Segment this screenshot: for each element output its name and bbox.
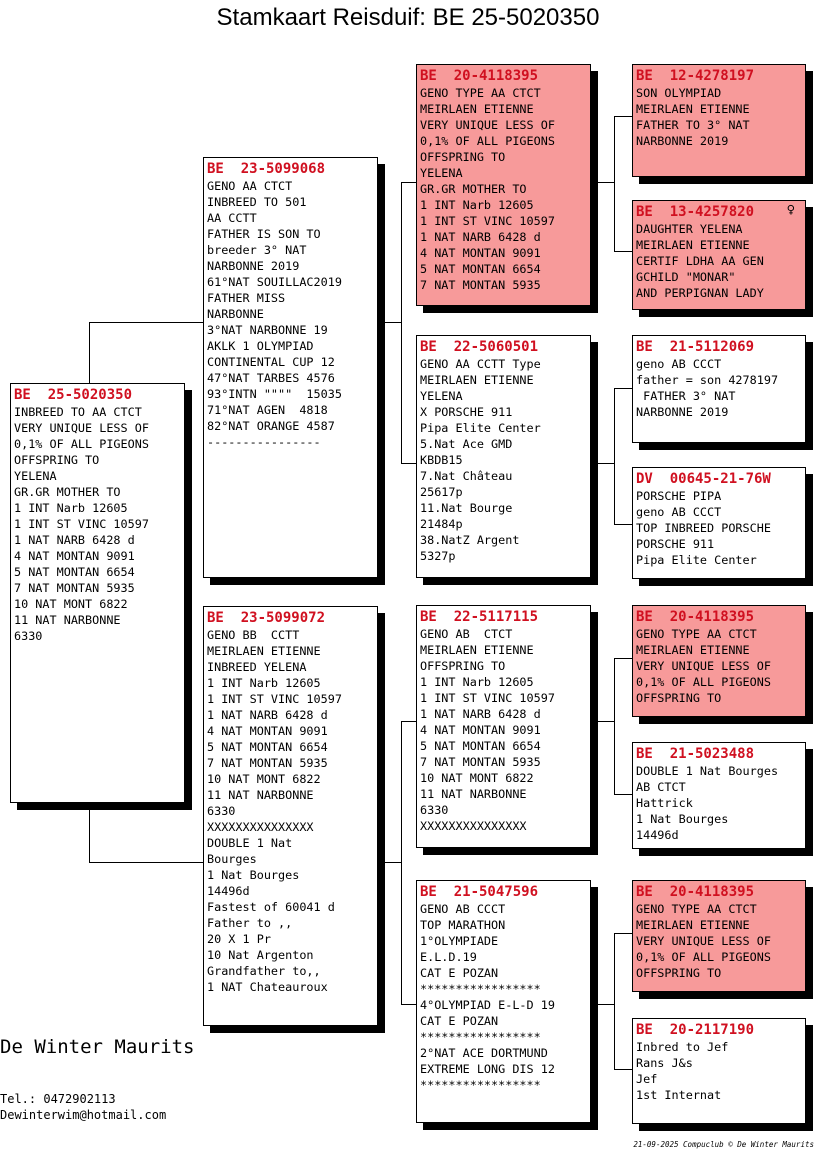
connector-line — [401, 721, 417, 722]
pigeon-info-line: DAUGHTER YELENA — [636, 222, 743, 236]
pigeon-info-line: Pipa Elite Center — [420, 421, 541, 435]
pigeon-info-line: EXTREME LONG DIS 12 — [420, 1062, 555, 1076]
pigeon-info-line: GENO TYPE AA CTCT — [636, 627, 757, 641]
pigeon-info-line: GENO TYPE AA CTCT — [420, 86, 541, 100]
pigeon-info-line: FATHER MISS — [207, 291, 286, 305]
pigeon-info-line: MEIRLAEN ETIENNE — [420, 643, 534, 657]
pigeon-info-line: MEIRLAEN ETIENNE — [207, 644, 321, 658]
pigeon-info-line: 5327p — [420, 549, 456, 563]
pigeon-info-line: MEIRLAEN ETIENNE — [636, 238, 750, 252]
pigeon-info-line: 1 NAT NARB 6428 d — [420, 707, 541, 721]
pigeon-info-line: YELENA — [420, 389, 463, 403]
connector-line — [614, 1069, 632, 1070]
pigeon-info-line: 5 NAT MONTAN 6654 — [207, 740, 328, 754]
pigeon-info-line: 0,1% OF ALL PIGEONS — [420, 134, 555, 148]
pigeon-info-line: 1 INT ST VINC 10597 — [207, 692, 342, 706]
ring-number: BE 21-5023488 — [636, 746, 755, 762]
pigeon-info-line: 5 NAT MONTAN 6654 — [420, 739, 541, 753]
pigeon-info-line: 1 NAT Chateauroux — [207, 980, 328, 994]
pigeon-info-line: 1 Nat Bourges — [207, 868, 300, 882]
female-icon: ♀ — [786, 202, 795, 218]
pigeon-card-dam-sire — [416, 605, 591, 848]
ring-number: DV 00645-21-76W — [636, 471, 771, 487]
pigeon-info-line: GENO AA CTCT — [207, 179, 293, 193]
pigeon-info-line: 1°OLYMPIADE — [420, 934, 499, 948]
pigeon-card-dsd — [632, 742, 806, 849]
connector-line — [377, 322, 402, 323]
pigeon-info-line: XXXXXXXXXXXXXXX — [207, 820, 314, 834]
pigeon-info-line: INBREED TO AA CTCT — [14, 405, 142, 419]
connector-line — [590, 1004, 615, 1005]
pigeon-info-line: E.L.D.19 — [420, 950, 477, 964]
pigeon-info-line: 1 Nat Bourges — [636, 812, 729, 826]
pigeon-info-line: PORSCHE 911 — [636, 537, 715, 551]
ring-number: BE 25-5020350 — [14, 387, 133, 403]
pigeon-info-line: 11 NAT NARBONNE — [14, 613, 121, 627]
pigeon-info-line: INBREED YELENA — [207, 660, 307, 674]
owner-email: Dewinterwim@hotmail.com — [0, 1108, 167, 1122]
pigeon-info-line: 1 INT Narb 12605 — [420, 675, 534, 689]
pigeon-info-line: SON OLYMPIAD — [636, 86, 722, 100]
pigeon-info-line: NARBONNE 2019 — [207, 259, 300, 273]
pigeon-info-line: 7 NAT MONTAN 5935 — [207, 756, 328, 770]
pigeon-card-sds — [632, 335, 806, 443]
pigeon-card-sire — [203, 157, 378, 578]
pigeon-info-line: 25617p — [420, 485, 463, 499]
pigeon-card-ddd — [632, 1018, 806, 1124]
pigeon-info-line: breeder 3° NAT — [207, 243, 307, 257]
pigeon-info-line: 82°NAT ORANGE 4587 — [207, 419, 335, 433]
pigeon-info-line: VERY UNIQUE LESS OF — [14, 421, 149, 435]
pigeon-info-line: YELENA — [14, 469, 57, 483]
pigeon-info-line: Pipa Elite Center — [636, 553, 757, 567]
pigeon-info-line: ***************** — [420, 1030, 541, 1044]
owner-name: De Winter Maurits — [0, 1036, 195, 1058]
pigeon-info-line: Fastest of 60041 d — [207, 900, 335, 914]
pigeon-info-line: AND PERPIGNAN LADY — [636, 286, 764, 300]
pigeon-info-line: 2°NAT ACE DORTMUND — [420, 1046, 548, 1060]
pigeon-info-line: 21484p — [420, 517, 463, 531]
pigeon-card-ssd — [632, 200, 806, 310]
pigeon-info-line: 0,1% OF ALL PIGEONS — [636, 675, 771, 689]
pigeon-info-line: 4 NAT MONTAN 9091 — [420, 246, 541, 260]
connector-line — [614, 116, 615, 252]
pigeon-info-line: 4 NAT MONTAN 9091 — [420, 723, 541, 737]
pigeon-info-line: CAT E POZAN — [420, 966, 499, 980]
pigeon-info-line: geno AB CCCT — [636, 505, 722, 519]
pigeon-info-line: GR.GR MOTHER TO — [14, 485, 121, 499]
connector-line — [614, 251, 632, 252]
pigeon-info-line: 14496d — [636, 828, 679, 842]
pigeon-info-line: XXXXXXXXXXXXXXX — [420, 819, 527, 833]
pigeon-info-line: NARBONNE 2019 — [636, 405, 729, 419]
pigeon-info-line: YELENA — [420, 166, 463, 180]
ring-number: BE 21-5112069 — [636, 339, 755, 355]
pigeon-card-sire-dam — [416, 335, 591, 578]
pigeon-info-line: GCHILD "MONAR" — [636, 270, 736, 284]
pigeon-info-line: GR.GR MOTHER TO — [420, 182, 527, 196]
pigeon-info-line: 5.Nat Ace GMD — [420, 437, 513, 451]
pigeon-info-line: 1 INT Narb 12605 — [420, 198, 534, 212]
pigeon-info-line: GENO AA CCTT Type — [420, 357, 541, 371]
pigeon-info-line: 7.Nat Château — [420, 469, 513, 483]
connector-line — [89, 322, 204, 323]
owner-phone: Tel.: 0472902113 — [0, 1092, 116, 1106]
pigeon-info-line: KBDB15 — [420, 453, 463, 467]
pigeon-info-line: GENO AB CTCT — [420, 627, 513, 641]
pigeon-info-line: OFFSPRING TO — [636, 966, 722, 980]
pigeon-info-line: 20 X 1 Pr — [207, 932, 271, 946]
pigeon-info-line: NARBONNE — [207, 307, 264, 321]
pigeon-info-line: 47°NAT TARBES 4576 — [207, 371, 335, 385]
connector-line — [590, 463, 615, 464]
pigeon-info-line: AB CTCT — [636, 780, 686, 794]
pigeon-info-line: 0,1% OF ALL PIGEONS — [636, 950, 771, 964]
pigeon-card-dds — [632, 880, 806, 992]
connector-line — [401, 182, 417, 183]
pigeon-info-line: Hattrick — [636, 796, 693, 810]
pigeon-info-line: CONTINENTAL CUP 12 — [207, 355, 335, 369]
pigeon-info-line: 6330 — [207, 804, 236, 818]
pigeon-info-line: 11 NAT NARBONNE — [207, 788, 314, 802]
ring-number: BE 20-4118395 — [636, 609, 755, 625]
connector-line — [401, 463, 417, 464]
pigeon-info-line: 1 NAT NARB 6428 d — [14, 533, 135, 547]
pigeon-card-dss — [632, 605, 806, 717]
ring-number: BE 13-4257820 — [636, 204, 755, 220]
ring-number: BE 22-5060501 — [420, 339, 539, 355]
connector-line — [401, 721, 402, 1005]
pigeon-info-line: 1st Internat — [636, 1088, 722, 1102]
pigeon-info-line: GENO AB CCCT — [420, 902, 506, 916]
pigeon-info-line: Father to ,, — [207, 916, 293, 930]
pigeon-info-line: AKLK 1 OLYMPIAD — [207, 339, 314, 353]
pigeon-info-line: 7 NAT MONTAN 5935 — [14, 581, 135, 595]
pigeon-info-line: NARBONNE 2019 — [636, 134, 729, 148]
connector-line — [614, 658, 632, 659]
pigeon-card-dam — [203, 606, 378, 1026]
pigeon-info-line: FATHER IS SON TO — [207, 227, 321, 241]
pigeon-info-line: MEIRLAEN ETIENNE — [636, 918, 750, 932]
pigeon-card-sire-sire — [416, 64, 591, 306]
ring-number: BE 21-5047596 — [420, 884, 539, 900]
pigeon-info-line: 1 INT ST VINC 10597 — [420, 214, 555, 228]
ring-number: BE 22-5117115 — [420, 609, 539, 625]
pigeon-info-line: 0,1% OF ALL PIGEONS — [14, 437, 149, 451]
pigeon-info-line: DOUBLE 1 Nat Bourges — [636, 764, 779, 778]
pigeon-info-line: 14496d — [207, 884, 250, 898]
connector-line — [614, 116, 632, 117]
connector-line — [614, 933, 615, 1070]
ring-number: BE 20-4118395 — [420, 68, 539, 84]
pigeon-info-line: OFFSPRING TO — [636, 691, 722, 705]
pigeon-info-line: 71°NAT AGEN 4818 — [207, 403, 328, 417]
ring-number: BE 20-4118395 — [636, 884, 755, 900]
pigeon-info-line: CAT E POZAN — [420, 1014, 499, 1028]
pigeon-info-line: ***************** — [420, 982, 541, 996]
pigeon-info-line: AA CCTT — [207, 211, 257, 225]
connector-line — [614, 388, 615, 525]
pigeon-info-line: 93°INTN """" 15035 — [207, 387, 342, 401]
pigeon-info-line: FATHER TO 3° NAT — [636, 118, 750, 132]
pigeon-info-line: GENO BB CCTT — [207, 628, 300, 642]
pigeon-info-line: 11.Nat Bourge — [420, 501, 513, 515]
page-title: Stamkaart Reisduif: BE 25-5020350 — [216, 4, 600, 31]
pigeon-card-sdd — [632, 467, 806, 579]
pigeon-card-sss — [632, 64, 806, 177]
connector-line — [614, 524, 632, 525]
ring-number: BE 20-2117190 — [636, 1022, 755, 1038]
pigeon-info-line: MEIRLAEN ETIENNE — [420, 102, 534, 116]
pigeon-info-line: OFFSPRING TO — [420, 150, 506, 164]
pigeon-info-line: VERY UNIQUE LESS OF — [636, 659, 771, 673]
pigeon-info-line: 1 INT ST VINC 10597 — [14, 517, 149, 531]
connector-line — [590, 182, 615, 183]
ring-number: BE 23-5099072 — [207, 610, 326, 626]
connector-line — [89, 322, 90, 384]
ring-number: BE 23-5099068 — [207, 161, 326, 177]
pigeon-info-line: 4 NAT MONTAN 9091 — [14, 549, 135, 563]
pigeon-info-line: 5 NAT MONTAN 6654 — [14, 565, 135, 579]
pigeon-info-line: Bourges — [207, 852, 257, 866]
pigeon-info-line: 4°OLYMPIAD E-L-D 19 — [420, 998, 555, 1012]
pigeon-info-line: geno AB CCCT — [636, 357, 722, 371]
pigeon-info-line: 10 NAT MONT 6822 — [207, 772, 321, 786]
ring-number: BE 12-4278197 — [636, 68, 755, 84]
pigeon-info-line: GENO TYPE AA CTCT — [636, 902, 757, 916]
pigeon-info-line: 6330 — [14, 629, 43, 643]
pigeon-info-line: 4 NAT MONTAN 9091 — [207, 724, 328, 738]
footer: 21-09-2025 Compuclub © De Winter Maurits — [633, 1140, 814, 1149]
pigeon-info-line: ***************** — [420, 1078, 541, 1092]
pigeon-info-line: 10 NAT MONT 6822 — [14, 597, 128, 611]
pigeon-info-line: TOP MARATHON — [420, 918, 506, 932]
pigeon-info-line: INBREED TO 501 — [207, 195, 307, 209]
pigeon-info-line: 1 INT ST VINC 10597 — [420, 691, 555, 705]
pigeon-info-line: FATHER 3° NAT — [636, 389, 736, 403]
pigeon-info-line: Grandfather to,, — [207, 964, 321, 978]
pigeon-info-line: 7 NAT MONTAN 5935 — [420, 755, 541, 769]
connector-line — [377, 862, 402, 863]
pigeon-info-line: 10 Nat Argenton — [207, 948, 314, 962]
pigeon-info-line: 1 INT Narb 12605 — [14, 501, 128, 515]
pigeon-card-subject — [10, 383, 185, 803]
pigeon-info-line: 6330 — [420, 803, 449, 817]
pigeon-info-line: CERTIF LDHA AA GEN — [636, 254, 764, 268]
pigeon-info-line: 3°NAT NARBONNE 19 — [207, 323, 328, 337]
connector-line — [614, 658, 615, 795]
pigeon-info-line: 11 NAT NARBONNE — [420, 787, 527, 801]
pigeon-info-line: 10 NAT MONT 6822 — [420, 771, 534, 785]
pigeon-info-line: Inbred to Jef — [636, 1040, 729, 1054]
pigeon-info-line: TOP INBREED PORSCHE — [636, 521, 771, 535]
connector-line — [89, 862, 204, 863]
connector-line — [614, 933, 632, 934]
pigeon-info-line: 7 NAT MONTAN 5935 — [420, 278, 541, 292]
pigeon-info-line: VERY UNIQUE LESS OF — [420, 118, 555, 132]
pigeon-info-line: MEIRLAEN ETIENNE — [636, 102, 750, 116]
pigeon-info-line: 5 NAT MONTAN 6654 — [420, 262, 541, 276]
connector-line — [401, 182, 402, 464]
connector-line — [401, 1004, 417, 1005]
pigeon-info-line: VERY UNIQUE LESS OF — [636, 934, 771, 948]
pigeon-info-line: X PORSCHE 911 — [420, 405, 513, 419]
pigeon-info-line: 61°NAT SOUILLAC2019 — [207, 275, 342, 289]
connector-line — [614, 794, 632, 795]
pigeon-info-line: PORSCHE PIPA — [636, 489, 722, 503]
pigeon-info-line: OFFSPRING TO — [420, 659, 506, 673]
pigeon-info-line: 38.NatZ Argent — [420, 533, 520, 547]
connector-line — [614, 388, 632, 389]
pigeon-info-line: 1 NAT NARB 6428 d — [420, 230, 541, 244]
pigeon-info-line: father = son 4278197 — [636, 373, 779, 387]
pigeon-info-line: MEIRLAEN ETIENNE — [636, 643, 750, 657]
pigeon-info-line: ---------------- — [207, 435, 321, 449]
connector-line — [590, 721, 615, 722]
pigeon-info-line: 1 INT Narb 12605 — [207, 676, 321, 690]
pigeon-info-line: 1 NAT NARB 6428 d — [207, 708, 328, 722]
pigeon-info-line: Rans J&s — [636, 1056, 693, 1070]
pigeon-info-line: OFFSPRING TO — [14, 453, 100, 467]
pigeon-info-line: MEIRLAEN ETIENNE — [420, 373, 534, 387]
pigeon-info-line: DOUBLE 1 Nat — [207, 836, 293, 850]
pigeon-card-dam-dam — [416, 880, 591, 1123]
connector-line — [89, 802, 90, 863]
pigeon-info-line: Jef — [636, 1072, 658, 1086]
